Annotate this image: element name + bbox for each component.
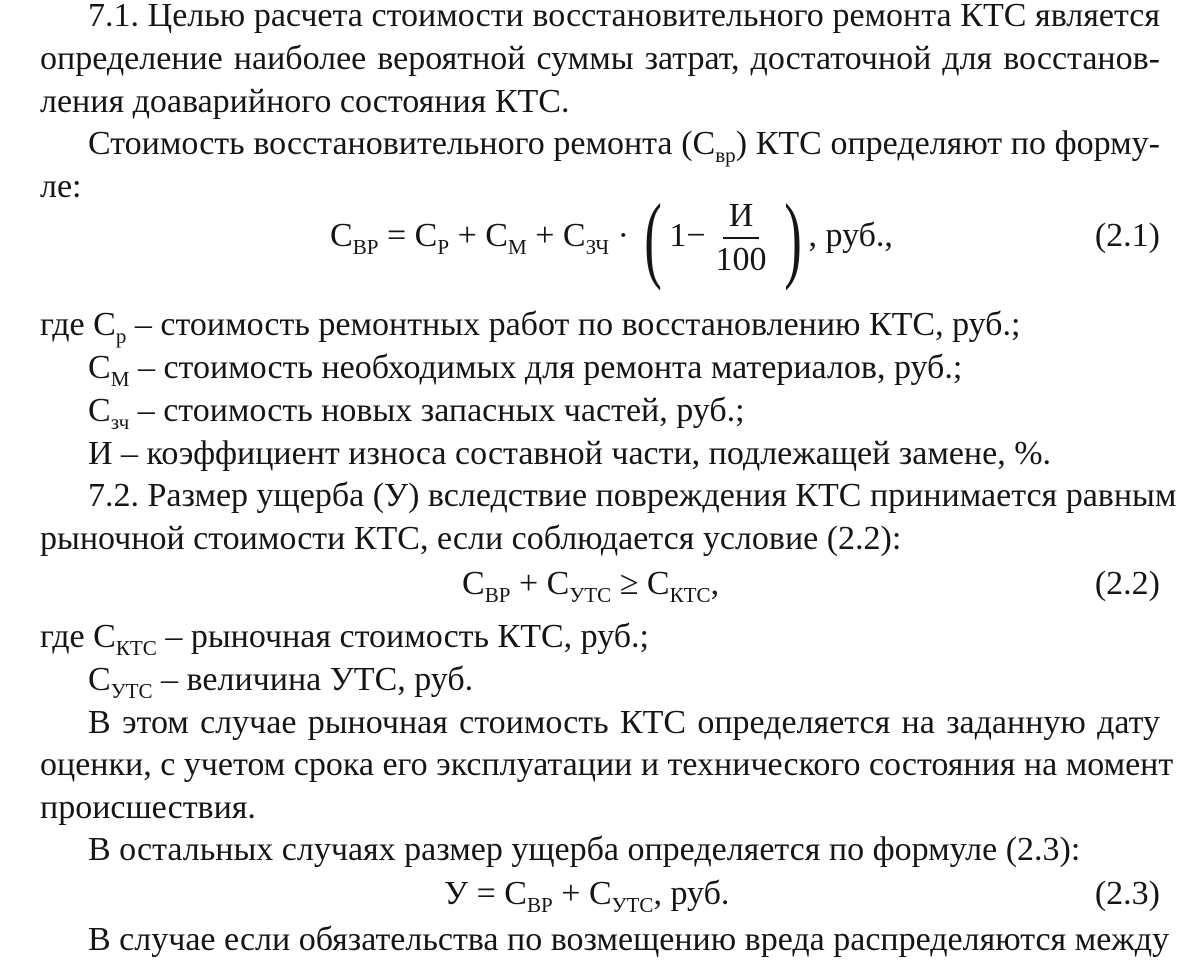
p-case-line1: В этом случае рыночная стоимость КТС определяется на заданную дату [88,704,1160,741]
p71-line3: ления доаварийного состояния КТС. [40,83,570,120]
p72-line1: 7.2. Размер ущерба (У) вследствие повреждения КТС принимается равным [88,477,1177,514]
formula-2-1: $С_{ВР} = С_Р + С_М + С_{ЗЧ}$ · ( 1− $\frac{И}{100}$ ) , руб., [330,184,893,292]
equation-number-2-1: (2.1) [1094,217,1160,254]
cut-off-next-line: В случае если обязательства по возмещению вреда распределяются между [88,921,1170,958]
defs21-line3: $С_{зч}$ – стоимость новых запасных частей, руб.; [88,392,745,434]
defs21-line2: $С_М$ – стоимость необходимых для ремонта материалов, руб.; [88,349,963,391]
formula-2-2: $С_{ВР} + С_{УТС} \ge С_{КТС}$, [462,565,720,607]
defs22-line2: $С_{УТС}$ – величина УТС, руб. [88,661,474,703]
p-case-line2: оценки, с учетом срока его эксплуатации и технического состояния на момент [40,746,1174,783]
p-cvr-line2: ле: [40,168,82,205]
p-other-line1: В остальных случаях размер ущерба определяется по формуле (2.3): [88,831,1081,868]
defs21-line1: где $С_р$ – стоимость ремонтных работ по восстановлению КТС, руб.; [40,306,1021,348]
p-cvr-line1: Стоимость восстановительного ремонта $(С_{вр})$ КТС определяют по форму- [88,125,1161,167]
defs21-line4: И – коэффициент износа составной части, подлежащей замене, %. [88,435,1052,472]
left-paren: ( [644,184,663,292]
equation-number-2-3: (2.3) [1094,875,1160,912]
fraction: $\frac{И}{100}$ [715,197,767,279]
p71-line1: 7.1. Целью расчета стоимости восстановительного ремонта КТС является [88,0,1160,34]
equation-number-2-2: (2.2) [1094,565,1160,602]
formula-2-3: $У = С_{ВР} + С_{УТС}$, руб. [444,875,730,917]
p71-line2: определение наиболее вероятной суммы затрат, достаточной для восстанов- [40,40,1160,77]
p-case-line3: происшествия. [40,789,256,826]
p72-line2: рыночной стоимости КТС, если соблюдается условие (2.2): [40,520,902,557]
right-paren: ) [783,184,802,292]
defs22-line1: где $С_{КТС}$ – рыночная стоимость КТС, руб.; [40,618,649,660]
